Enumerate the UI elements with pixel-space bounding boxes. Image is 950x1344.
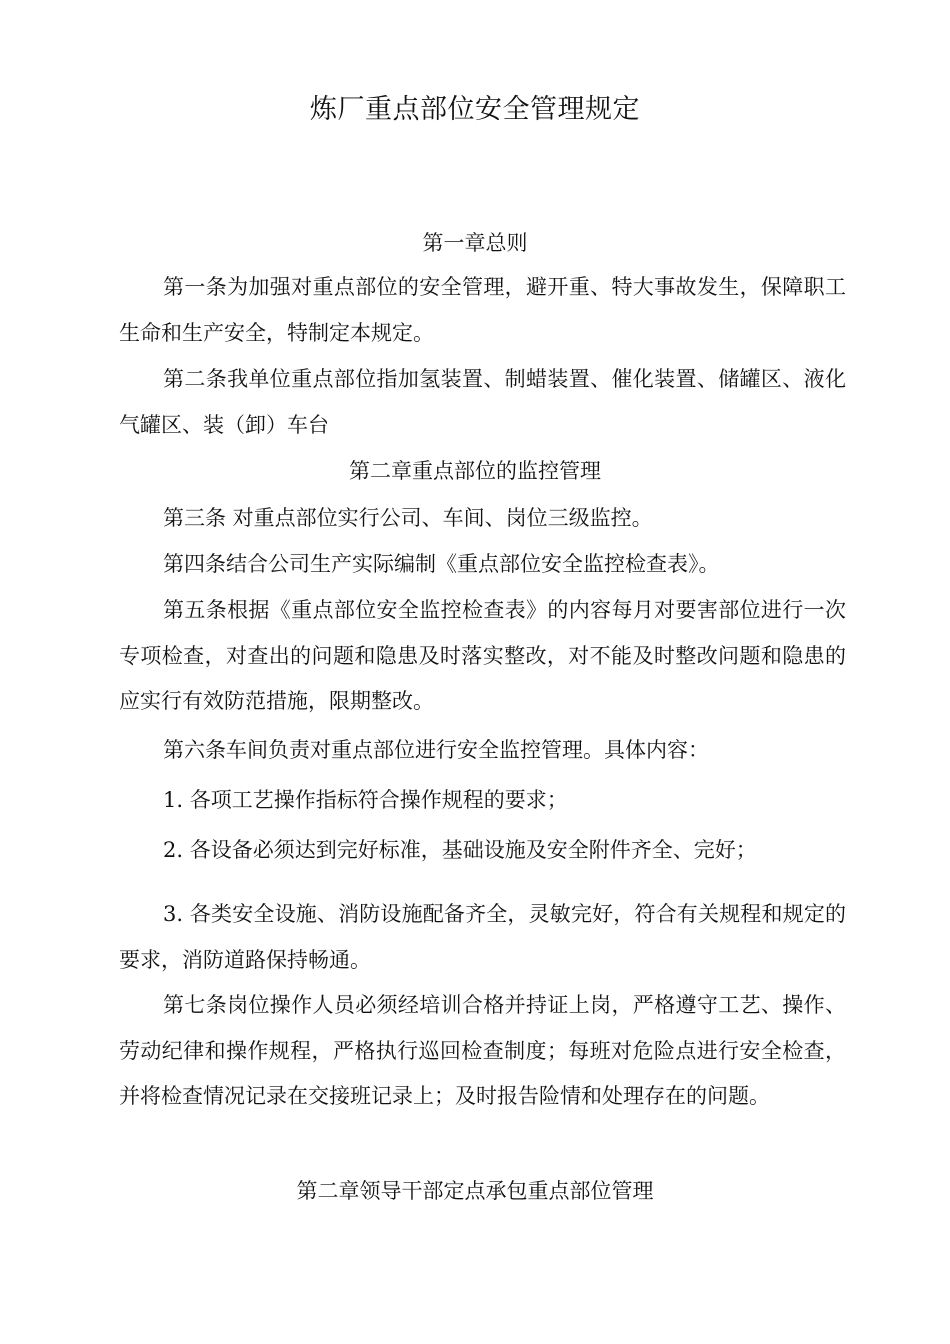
- list-item-3: 3. 各类安全设施、消防设施配备齐全，灵敏完好，符合有关规程和规定的要求，消防道路保持畅通。: [119, 902, 846, 972]
- list-item-1: 1. 各项工艺操作指标符合操作规程的要求；: [163, 788, 568, 812]
- article-3: 第三条 对重点部位实行公司、车间、岗位三级监控。: [163, 506, 653, 530]
- document-title: 炼厂重点部位安全管理规定: [310, 94, 640, 125]
- article-4: 第四条结合公司生产实际编制《重点部位安全监控检查表》。: [163, 552, 720, 576]
- chapter-3-heading: 第二章领导干部定点承包重点部位管理: [296, 1179, 654, 1203]
- article-2: 第二条我单位重点部位指加氢装置、制蜡装置、催化装置、储罐区、液化气罐区、装（卸）车台: [119, 367, 846, 437]
- chapter-2-heading: 第二章重点部位的监控管理: [349, 459, 601, 483]
- chapter-1-heading: 第一章总则: [422, 231, 528, 255]
- article-7: 第七条岗位操作人员必须经培训合格并持证上岗，严格遵守工艺、操作、劳动纪律和操作规程，严格执行巡回检查制度；每班对危险点进行安全检查，并将检查情况记录在交接班记录上；及时报告险情和处理存在的问题。: [119, 993, 846, 1108]
- article-6: 第六条车间负责对重点部位进行安全监控管理。具体内容：: [163, 738, 709, 762]
- article-5: 第五条根据《重点部位安全监控检查表》的内容每月对要害部位进行一次专项检查，对查出的问题和隐患及时落实整改，对不能及时整改问题和隐患的应实行有效防范措施，限期整改。: [119, 598, 846, 713]
- article-1: 第一条为加强对重点部位的安全管理，避开重、特大事故发生，保障职工生命和生产安全，特制定本规定。: [119, 275, 846, 345]
- list-item-2: 2. 各设备必须达到完好标准，基础设施及安全附件齐全、完好；: [163, 838, 757, 862]
